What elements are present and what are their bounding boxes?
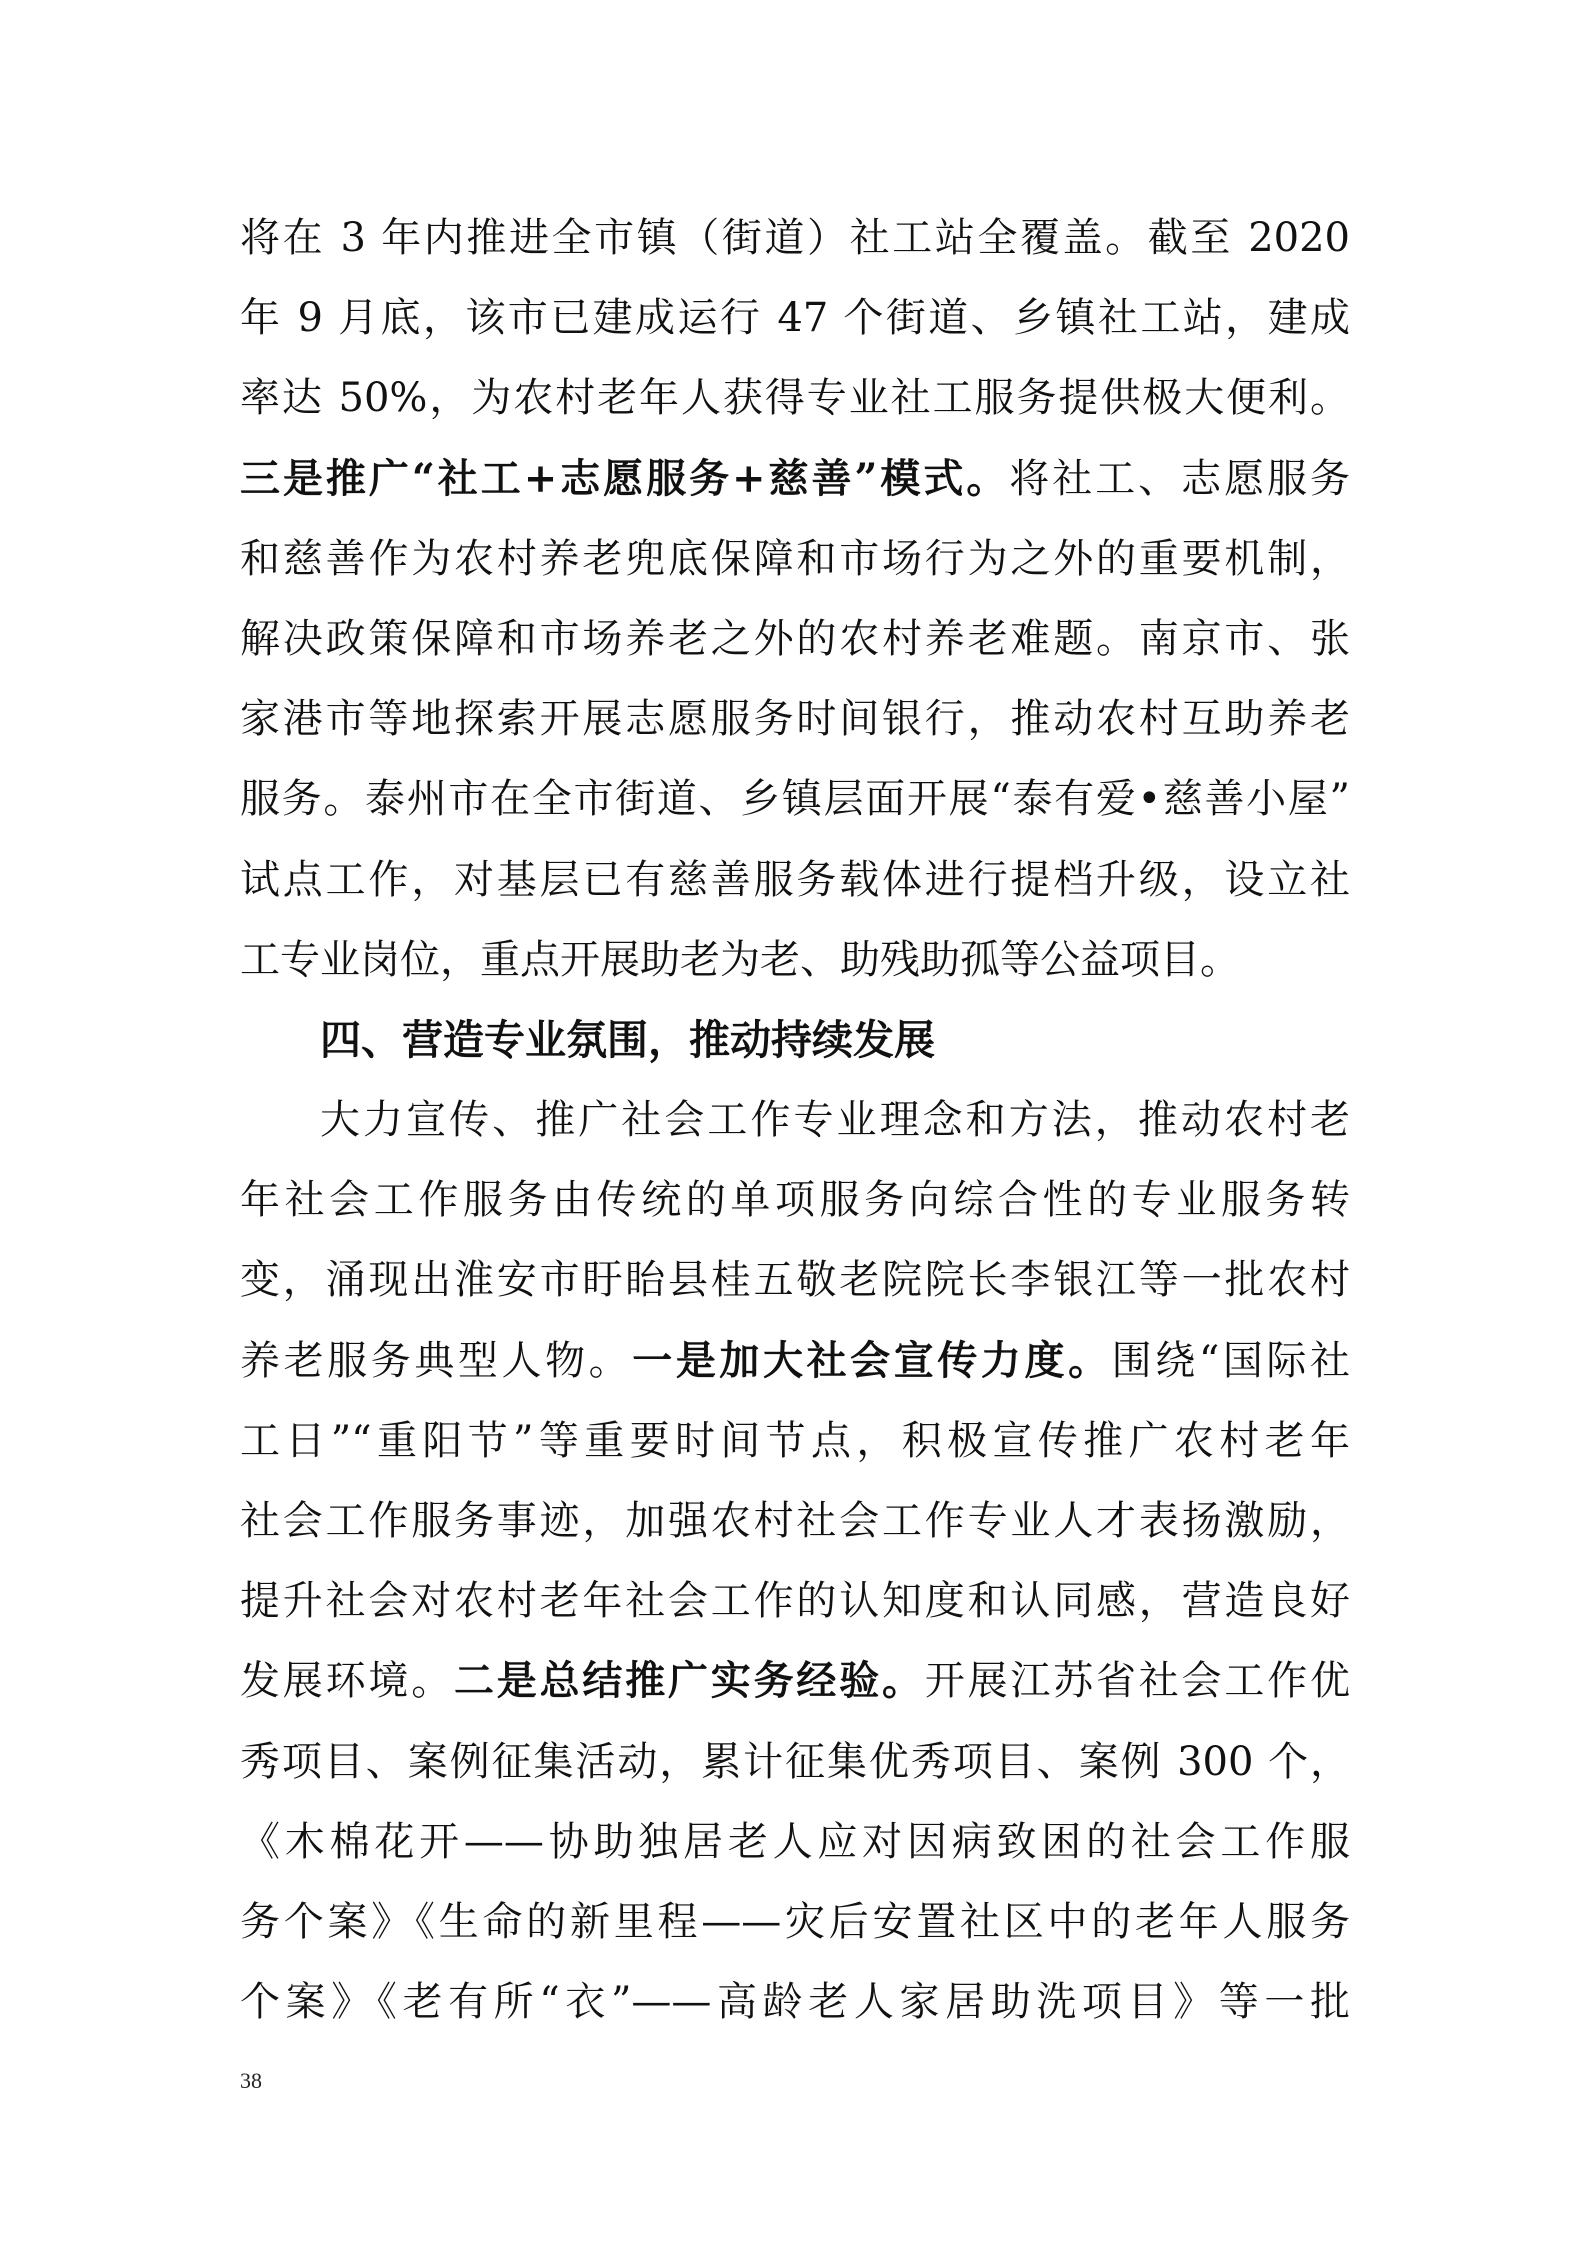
text-line [240,1240,1350,1320]
text-line [240,278,1350,358]
text-run: 发展环境。 [240,1658,454,1705]
text-line [240,1401,1350,1481]
text-line [240,759,1350,839]
text-run: 年社会工作服务由传统的单项服务向综合性的专业服务转 [240,1177,1350,1224]
text-line [240,1722,1350,1802]
text-run: 试点工作，对基层已有慈善服务载体进行提档升级，设立社 [240,856,1350,903]
bold-run: 一是加大社会宣传力度。 [632,1336,1112,1384]
text-run: 开展江苏省社会工作优 [924,1658,1351,1705]
text-run: 服务。泰州市在全市街道、乡镇层面开展“泰有爱•慈善小屋” [240,776,1350,823]
text-run: 个案》《老有所“衣”——高龄老人家居助洗项目》等一批 [240,1979,1350,2026]
text-line [240,439,1350,519]
text-run: 《木棉花开——协助独居老人应对因病致困的社会工作服 [240,1818,1350,1865]
text-line [240,840,1350,920]
section-heading [240,1000,1350,1080]
text-run: 将在 3 年内推进全市镇（街道）社工站全覆盖。截至 2020 [240,215,1350,261]
text-run: 工专业岗位，重点开展助老为老、助残助孤等公益项目。 [240,936,1240,983]
text-run: 变，涌现出淮安市盱眙县桂五敬老院院长李银江等一批农村 [240,1257,1350,1304]
text-line [240,1561,1350,1641]
text-line [240,1882,1350,1962]
text-run: 秀项目、案例征集活动，累计征集优秀项目、案例 300 个， [240,1738,1350,1785]
text-run: 和慈善作为农村养老兜底保障和市场行为之外的重要机制， [240,535,1350,582]
text-run: 养老服务典型人物。 [240,1337,633,1384]
text-run: 率达 50%，为农村老年人获得专业社工服务提供极大便利。 [240,375,1350,422]
text-run: 大力宣传、推广社会工作专业理念和方法，推动农村老 [320,1097,1350,1144]
text-run: 社会工作服务事迹，加强农村社会工作专业人才表扬激励， [240,1498,1350,1544]
text-line [240,519,1350,599]
text-run: 年 9 月底，该市已建成运行 47 个街道、乡镇社工站，建成 [240,295,1350,342]
text-line [240,1802,1350,1882]
text-run: 家港市等地探索开展志愿服务时间银行，推动农村互助养老 [240,696,1350,743]
text-run: 解决政策保障和市场养老之外的农村养老难题。南京市、张 [240,615,1350,662]
bold-run: 二是总结推广实务经验。 [454,1657,925,1705]
text-line [240,1641,1350,1721]
bold-run: 四、营造专业氛围，推动持续发展 [320,1015,935,1064]
text-line [240,1321,1350,1401]
text-line [240,1080,1350,1160]
text-line [240,599,1350,679]
body-text [240,198,1350,2042]
bold-run: 三是推广“社工+志愿服务+慈善”模式。 [240,454,1010,502]
text-line [240,679,1350,759]
text-run: 提升社会对农村老年社会工作的认知度和认同感，营造良好 [240,1578,1350,1625]
text-run: 将社工、志愿服务 [1009,455,1351,502]
text-line [240,1160,1350,1240]
text-line [240,1962,1350,2042]
text-run: 工日”“重阳节”等重要时间节点，积极宣传推广农村老年 [240,1417,1350,1464]
text-run: 围绕“国际社 [1111,1337,1351,1384]
text-line [240,1481,1350,1561]
page-number: 38 [240,2068,262,2093]
text-line [240,920,1350,1000]
text-line [240,358,1350,438]
text-run: 务个案》《生命的新里程——灾后安置社区中的老年人服务 [240,1898,1350,1945]
text-line [240,198,1350,278]
